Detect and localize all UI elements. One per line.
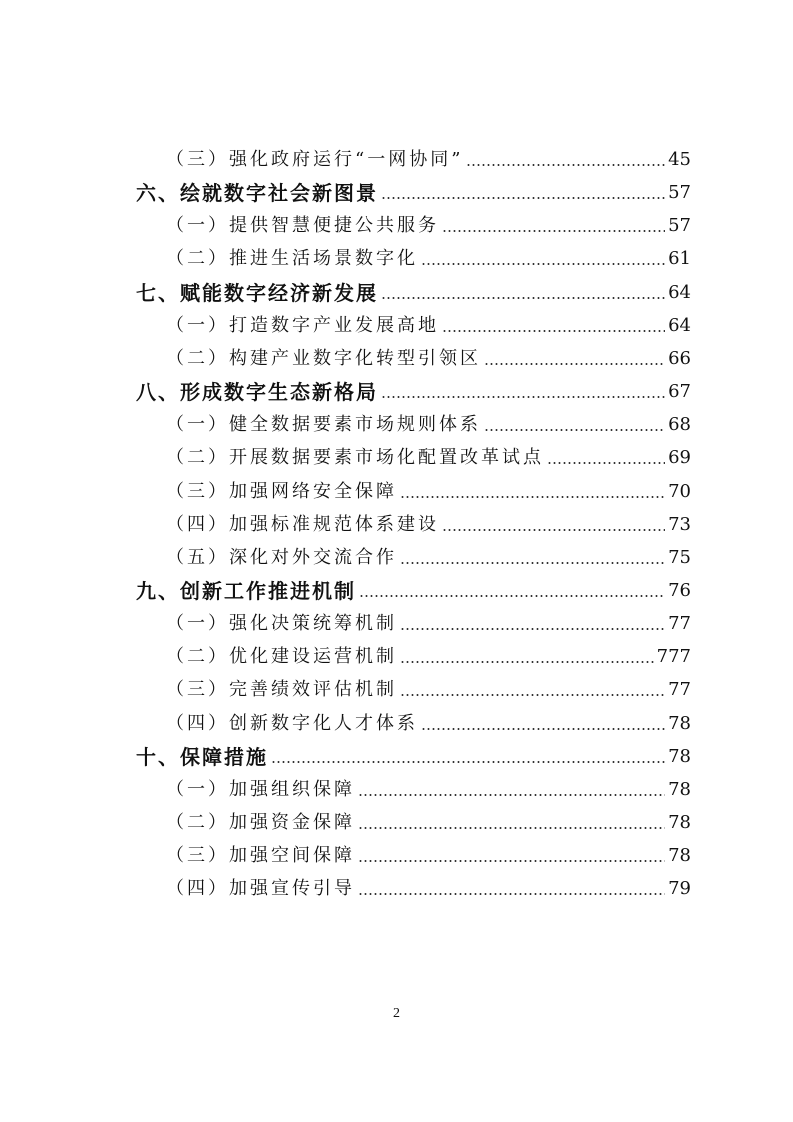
dot-leader xyxy=(547,462,665,464)
toc-chapter-entry[interactable] xyxy=(0,370,793,403)
toc-chapter-entry[interactable] xyxy=(0,271,793,304)
toc-section-entry[interactable] xyxy=(0,635,793,668)
toc-entry-title: （三）强化政府运行“一网协同” xyxy=(166,149,464,170)
toc-entry-title: （一）加强组织保障 xyxy=(166,778,355,800)
dot-leader xyxy=(442,330,665,332)
dot-leader xyxy=(381,197,665,199)
toc-chapter-entry[interactable] xyxy=(0,171,793,204)
toc-entry-title: （五）深化对外交流合作 xyxy=(166,546,397,568)
toc-chapter-entry[interactable] xyxy=(0,735,793,768)
toc-entry-page-number: 78 xyxy=(668,778,691,800)
toc-section-entry[interactable] xyxy=(0,470,793,503)
toc-entry-page-number: 45 xyxy=(668,149,691,170)
toc-section-entry[interactable] xyxy=(0,602,793,635)
dot-leader xyxy=(359,595,665,597)
dot-leader xyxy=(484,363,665,365)
toc-entry-title: （三）加强网络安全保障 xyxy=(166,480,397,502)
toc-entry-page-number: 68 xyxy=(668,414,691,436)
toc-entry-page-number: 75 xyxy=(668,546,691,568)
toc-section-entry[interactable] xyxy=(0,867,793,900)
dot-leader xyxy=(400,496,665,498)
toc-entry-title: 八、形成数字生态新格局 xyxy=(136,380,378,405)
dot-leader xyxy=(271,761,665,763)
dot-leader xyxy=(400,694,665,696)
dot-leader xyxy=(400,661,654,663)
dot-leader xyxy=(400,628,665,630)
toc-entry-page-number: 77 xyxy=(668,613,691,635)
toc-entry-title: 六、绘就数字社会新图景 xyxy=(136,181,378,206)
toc-entry-page-number: 78 xyxy=(668,845,691,867)
toc-entry-page-number: 777 xyxy=(656,646,691,668)
toc-entry-page-number: 69 xyxy=(668,447,691,469)
dot-leader xyxy=(381,297,665,299)
toc-entry-title: （一）提供智慧便捷公共服务 xyxy=(166,215,439,237)
toc-entry-title: （二）加强资金保障 xyxy=(166,812,355,833)
toc-entry-title: （四）加强宣传引导 xyxy=(166,878,355,900)
toc-entry-title: （四）创新数字化人才体系 xyxy=(166,712,418,734)
dot-leader xyxy=(358,860,665,862)
toc-entry-page-number: 66 xyxy=(668,347,691,369)
toc-entry-page-number: 67 xyxy=(668,381,691,403)
toc-entry-title: （一）强化决策统筹机制 xyxy=(166,613,397,635)
dot-leader xyxy=(442,529,665,531)
toc-entry-title: （二）构建产业数字化转型引领区 xyxy=(166,347,481,369)
toc-entry-title: 七、赋能数字经济新发展 xyxy=(136,280,378,305)
toc-entry-title: （一）打造数字产业发展高地 xyxy=(166,314,439,336)
dot-leader xyxy=(358,827,665,829)
toc-entry-page-number: 64 xyxy=(668,281,691,303)
toc-entry-page-number: 61 xyxy=(668,248,691,270)
toc-entry-title: 九、创新工作推进机制 xyxy=(136,578,356,603)
toc-section-entry[interactable] xyxy=(0,768,793,801)
dot-leader xyxy=(358,794,665,796)
toc-section-entry[interactable] xyxy=(0,237,793,270)
toc-entry-page-number: 76 xyxy=(668,579,691,601)
toc-entry-title: （二）推进生活场景数字化 xyxy=(166,248,418,270)
dot-leader xyxy=(421,728,665,730)
toc-entry-page-number: 77 xyxy=(668,679,691,701)
toc-section-entry[interactable] xyxy=(0,503,793,536)
dot-leader xyxy=(484,429,665,431)
toc-section-entry[interactable] xyxy=(0,204,793,237)
toc-section-entry[interactable] xyxy=(0,138,793,171)
toc-entry-title: （二）优化建设运营机制 xyxy=(166,646,397,668)
toc-section-entry[interactable] xyxy=(0,834,793,867)
toc-section-entry[interactable] xyxy=(0,436,793,469)
toc-entry-page-number: 57 xyxy=(668,182,691,204)
toc-entry-page-number: 64 xyxy=(668,314,691,336)
dot-leader xyxy=(381,396,665,398)
toc-entry-page-number: 70 xyxy=(668,480,691,502)
toc-section-entry[interactable] xyxy=(0,536,793,569)
toc-entry-page-number: 57 xyxy=(668,215,691,237)
toc-section-entry[interactable] xyxy=(0,403,793,436)
dot-leader xyxy=(421,263,665,265)
toc-entry-page-number: 78 xyxy=(668,812,691,833)
toc-section-entry[interactable] xyxy=(0,668,793,701)
toc-entry-title: （四）加强标准规范体系建设 xyxy=(166,513,439,535)
toc-entry-title: （二）开展数据要素市场化配置改革试点 xyxy=(166,447,544,469)
toc-chapter-entry[interactable] xyxy=(0,569,793,602)
toc-entry-title: （三）加强空间保障 xyxy=(166,845,355,867)
page-number: 2 xyxy=(393,1006,400,1021)
dot-leader xyxy=(358,893,665,895)
toc-entry-title: （三）完善绩效评估机制 xyxy=(166,679,397,701)
toc-entry-title: 十、保障措施 xyxy=(136,744,268,769)
toc-entry-page-number: 78 xyxy=(668,712,691,734)
toc-section-entry[interactable] xyxy=(0,702,793,735)
dot-leader xyxy=(442,230,665,232)
toc-entry-page-number: 79 xyxy=(668,878,691,900)
toc-section-entry[interactable] xyxy=(0,304,793,337)
toc-entry-page-number: 73 xyxy=(668,513,691,535)
toc-entry-title: （一）健全数据要素市场规则体系 xyxy=(166,414,481,436)
dot-leader xyxy=(466,164,665,166)
toc-section-entry[interactable] xyxy=(0,801,793,834)
toc-section-entry[interactable] xyxy=(0,337,793,370)
toc-entry-page-number: 78 xyxy=(668,745,691,767)
dot-leader xyxy=(400,562,665,564)
